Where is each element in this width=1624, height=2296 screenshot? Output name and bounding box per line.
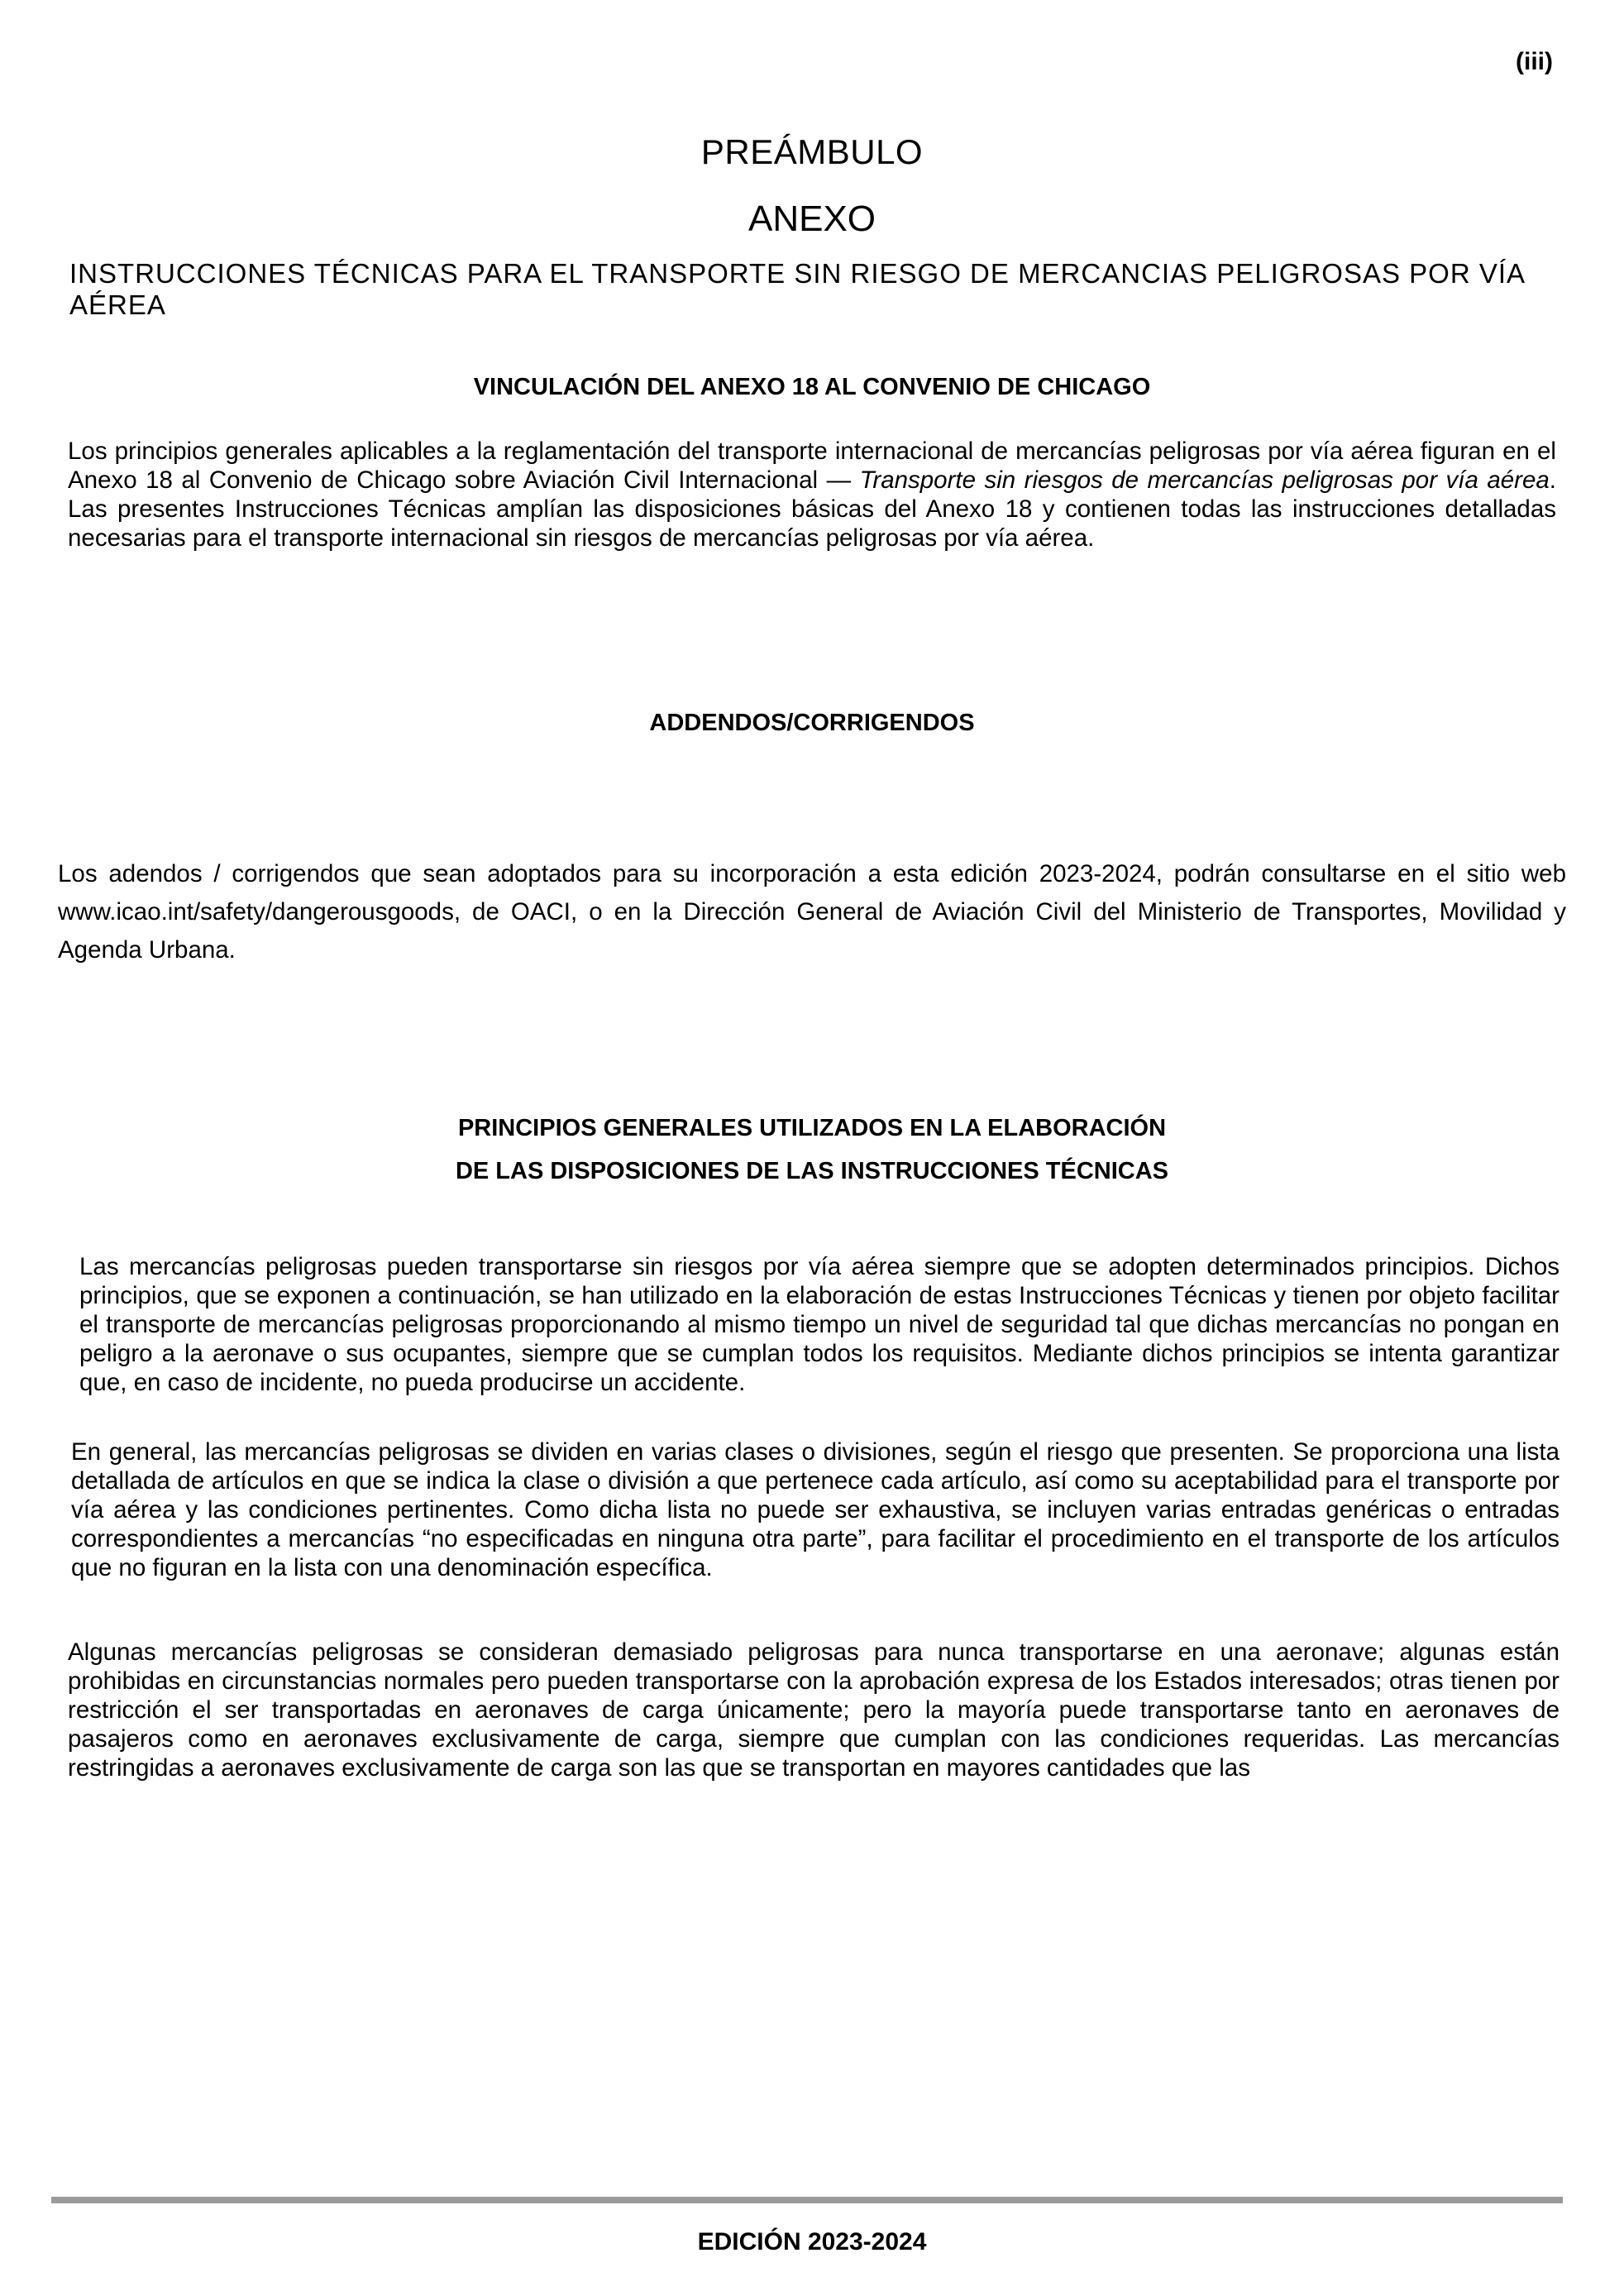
edition-footer: EDICIÓN 2023-2024 [697, 2228, 927, 2255]
section-paragraph-vinculacion [68, 437, 1556, 552]
annex-title: ANEXO [748, 199, 876, 239]
section-paragraph-addendos: Los adendos / corrigendos que sean adoptados para su incorporación a esta edición 2023-2024, podrán consultarse en el sitio web www.icao.int/safety/dangerousgoods, de OACI, o en la Dirección General de Aviación Civil del Ministerio de Transportes, Movilidad y Agenda Urbana. [58, 860, 1566, 964]
annex-title-italic: Transporte sin riesgos de mercancías peligrosas por vía aérea [859, 466, 1550, 494]
principios-paragraph-1: Las mercancías peligrosas pueden transportarse sin riesgos por vía aérea siempre que se adopten determinados principios. Dichos principios, que se exponen a continuación, se han utilizado en la elaboración de estas Instrucciones Técnicas y tienen por objeto facilitar el transporte de mercancías peligrosas proporcionando al mismo tiempo un nivel de seguridad tal que dichas mercancías no pongan en peligro a la aeronave o sus ocupantes, siempre que se cumplan todos los requisitos. Mediante dichos principios se intenta garantizar que, en caso de incidente, no pueda producirse un accidente. [79, 1253, 1560, 1396]
section-heading-vinculacion: VINCULACIÓN DEL ANEXO 18 AL CONVENIO DE CHICAGO [473, 374, 1151, 400]
paragraph-text: . Las presentes Instrucciones Técnicas amplían las disposiciones básicas del Anexo 18 y contienen todas las instrucciones detalladas necesarias para el transporte internacional sin riesgos de mercancías peligrosas por vía aérea. [68, 466, 1556, 552]
paragraph-text: Los principios generales aplicables a la reglamentación del transporte internacional de mercancías peligrosas por vía aérea figuran en el Anexo 18 al Convenio de Chicago sobre Aviación Civil Internacional — [68, 438, 1556, 494]
page-title: PREÁMBULO [700, 132, 924, 171]
principios-paragraph-2: En general, las mercancías peligrosas se dividen en varias clases o divisiones, según el riesgo que presenten. Se proporciona una lista detallada de artículos en que se indica la clase o división a que pertenece cada artículo, así como su aceptabilidad para el transporte por vía aérea y las condiciones pertinentes. Como dicha lista no puede ser exhaustiva, se incluyen varias entradas genéricas o entradas correspondientes a mercancías “no especificadas en ninguna otra parte”, para facilitar el procedimiento en el transporte de los artículos que no figuran en la lista con una denominación específica. [71, 1438, 1560, 1581]
principios-paragraph-3: Algunas mercancías peligrosas se consideran demasiado peligrosas para nunca transportarse en una aeronave; algunas están prohibidas en circunstancias normales pero pueden transportarse con la aprobación expresa de los Estados interesados; otras tienen por restricción el ser transportadas en aeronaves de carga únicamente; pero la mayoría puede transportarse tanto en aeronaves de pasajeros como en aeronaves exclusivamente de carga, siempre que cumplan con las condiciones requeridas. Las mercancías restringidas a aeronaves exclusivamente de carga son las que se transportan en mayores cantidades que las [68, 1638, 1560, 1782]
footer-divider [51, 2197, 1563, 2203]
section-heading-principios-line1: PRINCIPIOS GENERALES UTILIZADOS EN LA ELABORACIÓN [457, 1115, 1167, 1141]
section-heading-principios-line2: DE LAS DISPOSICIONES DE LAS INSTRUCCIONES TÉCNICAS [455, 1158, 1169, 1184]
page-number: (iii) [1516, 48, 1553, 75]
document-subtitle: INSTRUCCIONES TÉCNICAS PARA EL TRANSPORTE SIN RIESGO DE MERCANCIAS PELIGROSAS POR VÍA AÉREA [69, 258, 1525, 320]
section-heading-addendos: ADDENDOS/CORRIGENDOS [649, 710, 975, 736]
